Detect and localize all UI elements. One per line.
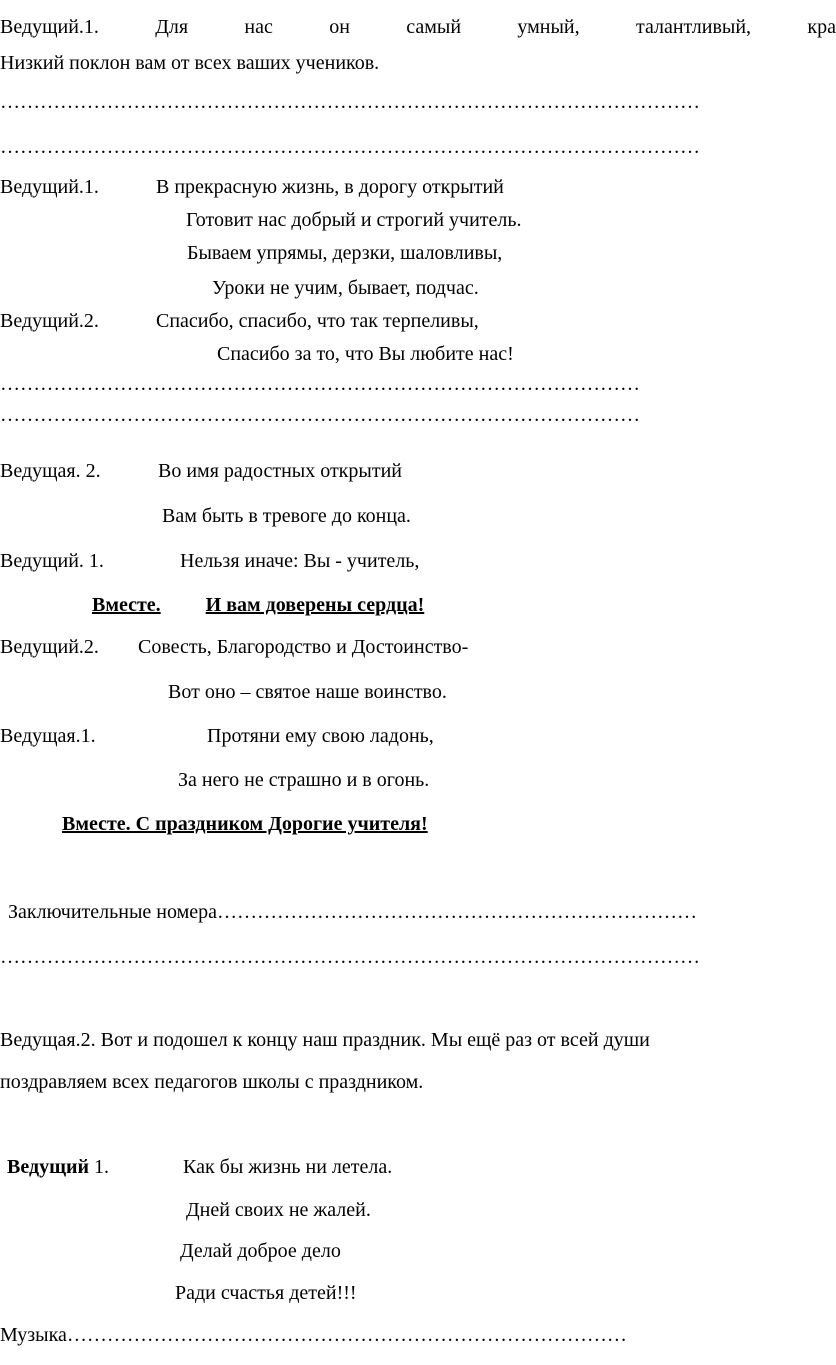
verse-line: Готовит нас добрый и строгий учитель.: [186, 209, 522, 231]
together-line-2: [0, 814, 428, 834]
verse-line: В прекрасную жизнь, в дорогу открытий: [156, 176, 504, 198]
line-2: Низкий поклон вам от всех ваших учеников.: [0, 52, 380, 74]
together-label: Вместе.: [92, 594, 161, 616]
speaker-num: 1.: [89, 1156, 110, 1178]
verse-line: Как бы жизнь ни летела.: [183, 1156, 393, 1178]
word: он: [329, 16, 350, 38]
verse-line: Протяни ему свою ладонь,: [207, 725, 434, 747]
verse-line: Ради счастья детей!!!: [175, 1282, 357, 1304]
paragraph-line: поздравляем всех педагогов школы с праздником.: [0, 1071, 424, 1093]
speaker-label: [7, 1157, 109, 1177]
verse-line: Делай доброе дело: [180, 1240, 341, 1262]
speaker-bold: Ведущий: [7, 1156, 90, 1178]
speaker-label: Ведущая. 2.: [0, 460, 101, 482]
finale-line: [8, 902, 816, 922]
verse-line: Нельзя иначе: Вы - учитель,: [180, 550, 420, 572]
together-line-1: [0, 595, 495, 615]
dotted-line: ……………………………………………………………………………………………: [0, 946, 700, 968]
music-line: [0, 1325, 780, 1345]
dotted-line: ……………………………………………………………………………………: [0, 373, 640, 395]
dotted-line: ……………………………………………………………………………………………: [0, 136, 700, 158]
word: нас: [244, 16, 273, 38]
verse-line: Вот оно – святое наше воинство.: [168, 681, 447, 703]
verse-line: Уроки не учим, бывает, подчас.: [212, 277, 479, 299]
dotted-line: ……………………………………………………………………………………: [0, 404, 640, 426]
dotted-line: ……………………………………………………………………………………………: [0, 91, 700, 113]
finale-label: Заключительные номера: [8, 901, 218, 923]
word: самый: [406, 16, 462, 38]
paragraph-line: Ведущая.2. Вот и подошел к концу наш праздник. Мы ещё раз от всей души: [0, 1029, 650, 1051]
speaker-label: Ведущий.2.: [0, 636, 99, 658]
verse-line: Во имя радостных открытий: [158, 460, 402, 482]
word: кра: [807, 16, 836, 38]
word: Для: [155, 16, 189, 38]
word: Ведущий.1.: [0, 16, 99, 38]
verse-line: Совесть, Благородство и Достоинство-: [138, 636, 469, 658]
verse-line: За него не страшно и в огонь.: [178, 769, 430, 791]
speaker-label: Ведущий.2.: [0, 310, 99, 332]
line-1: [0, 17, 836, 37]
verse-line: Бываем упрямы, дерзки, шаловливы,: [187, 242, 503, 264]
speaker-label: Ведущая.1.: [0, 725, 96, 747]
verse-line: Спасибо за то, что Вы любите нас!: [217, 343, 514, 365]
dotted-line: …………………………………………………………………………: [66, 1324, 627, 1346]
verse-line: Дней своих не жалей.: [186, 1199, 371, 1221]
verse-line: Спасибо, спасибо, что так терпеливы,: [156, 310, 479, 332]
together-text: Вместе. С праздником Дорогие учителя!: [62, 813, 428, 835]
music-label: Музыка: [0, 1324, 67, 1346]
word: талантливый,: [635, 16, 752, 38]
speaker-label: Ведущий. 1.: [0, 550, 104, 572]
speaker-label: Ведущий.1.: [0, 176, 99, 198]
word: умный,: [517, 16, 580, 38]
verse-line: Вам быть в тревоге до конца.: [162, 505, 411, 527]
dotted-line: ………………………………………………………………: [217, 901, 698, 923]
together-text: И вам доверены сердца!: [205, 594, 425, 616]
